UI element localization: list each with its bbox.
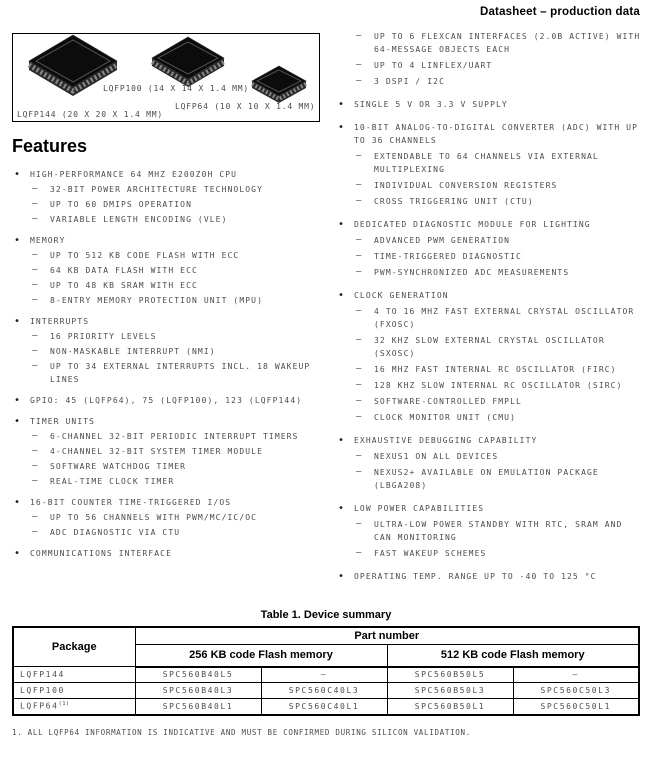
part-number-cell: SPC560C50L3	[513, 683, 639, 699]
dash-icon: –	[32, 346, 39, 356]
table-footnote	[12, 728, 640, 737]
dash-icon: –	[32, 184, 39, 194]
feature-item	[336, 121, 644, 147]
feature-item	[12, 460, 324, 473]
table-title: Table 1. Device summary	[260, 609, 392, 621]
bullet-icon: •	[338, 571, 346, 582]
bullet-icon: •	[14, 497, 22, 508]
feature-text: 6-CHANNEL 32-BIT PERIODIC INTERRUPT TIMERS	[50, 432, 299, 441]
package-label-lqfp144: LQFP144 (20 X 20 X 1.4 MM)	[17, 110, 164, 119]
feature-item	[336, 179, 644, 192]
feature-item	[12, 394, 324, 407]
part-number-cell: SPC560C50L1	[513, 699, 639, 715]
feature-item	[336, 434, 644, 447]
features-heading: Features	[12, 136, 88, 156]
feature-item	[12, 315, 324, 328]
dash-icon: –	[356, 267, 363, 277]
bullet-icon: •	[338, 290, 346, 301]
feature-text: CROSS TRIGGERING UNIT (CTU)	[374, 197, 534, 206]
feature-text: 4 TO 16 MHZ FAST EXTERNAL CRYSTAL OSCILLATOR (FXOSC)	[374, 307, 635, 329]
feature-item	[12, 345, 324, 358]
dash-icon: –	[356, 76, 363, 86]
feature-item	[12, 198, 324, 211]
package-label-lqfp100: LQFP100 (14 X 14 X 1.4 MM)	[103, 84, 250, 93]
feature-text: UP TO 34 EXTERNAL INTERRUPTS INCL. 18 WAKEUP LINES	[50, 362, 311, 384]
feature-item	[336, 363, 644, 376]
feature-item	[336, 150, 644, 176]
bullet-icon: •	[338, 99, 346, 110]
feature-item	[336, 30, 644, 56]
feature-text: 16 MHZ FAST INTERNAL RC OSCILLATOR (FIRC)	[374, 365, 617, 374]
feature-item	[336, 305, 644, 331]
feature-item	[336, 218, 644, 231]
feature-item	[336, 334, 644, 360]
dash-icon: –	[32, 295, 39, 305]
feature-text: 64 KB DATA FLASH WITH ECC	[50, 266, 198, 275]
dash-icon: –	[32, 461, 39, 471]
dash-icon: –	[356, 380, 363, 390]
dash-icon: –	[356, 396, 363, 406]
dash-icon: –	[32, 476, 39, 486]
part-number-cell: —	[261, 667, 387, 683]
table-header-row	[13, 627, 639, 645]
feature-text: ULTRA-LOW POWER STANDBY WITH RTC, SRAM AND CAN MONITORING	[374, 520, 623, 542]
feature-text: SINGLE 5 V OR 3.3 V SUPPLY	[354, 100, 508, 109]
part-number-cell: SPC560B50L3	[387, 683, 513, 699]
chip-packages-illustration	[13, 34, 317, 120]
dash-icon: –	[32, 331, 39, 341]
feature-item	[336, 98, 644, 111]
feature-text: 10-BIT ANALOG-TO-DIGITAL CONVERTER (ADC) WITH UP TO 36 CHANNELS	[354, 123, 638, 145]
feature-text: 4-CHANNEL 32-BIT SYSTEM TIMER MODULE	[50, 447, 263, 456]
feature-text: EXTENDABLE TO 64 CHANNELS VIA EXTERNAL MULTIPLEXING	[374, 152, 599, 174]
package-image-box	[12, 33, 320, 122]
package-cell: LQFP100	[13, 683, 135, 699]
col-header-256kb: 256 KB code Flash memory	[135, 645, 387, 667]
dash-icon: –	[32, 512, 39, 522]
features-column-right	[336, 30, 644, 583]
feature-item	[336, 450, 644, 463]
features-column-left	[12, 168, 324, 560]
feature-text: TIMER UNITS	[30, 417, 96, 426]
col-header-512kb: 512 KB code Flash memory	[387, 645, 639, 667]
feature-text: INTERRUPTS	[30, 317, 90, 326]
col-header-part-number: Part number	[135, 627, 639, 645]
feature-item	[12, 330, 324, 343]
feature-text: UP TO 6 FLEXCAN INTERFACES (2.0B ACTIVE) WITH 64-MESSAGE OBJECTS EACH	[374, 32, 641, 54]
feature-text: FAST WAKEUP SCHEMES	[374, 549, 487, 558]
feature-item	[12, 183, 324, 196]
dash-icon: –	[356, 180, 363, 190]
feature-item	[336, 289, 644, 302]
feature-text: LOW POWER CAPABILITIES	[354, 504, 485, 513]
feature-text: EXHAUSTIVE DEBUGGING CAPABILITY	[354, 436, 538, 445]
feature-item	[12, 496, 324, 509]
feature-item	[12, 415, 324, 428]
feature-text: 16 PRIORITY LEVELS	[50, 332, 157, 341]
dash-icon: –	[356, 60, 363, 70]
feature-item	[336, 411, 644, 424]
part-number-cell: SPC560B50L5	[387, 667, 513, 683]
feature-item	[336, 75, 644, 88]
feature-item	[336, 547, 644, 560]
dash-icon: –	[32, 214, 39, 224]
feature-text: UP TO 48 KB SRAM WITH ECC	[50, 281, 198, 290]
feature-item	[336, 466, 644, 492]
feature-text: CLOCK GENERATION	[354, 291, 449, 300]
feature-text: 32 KHZ SLOW EXTERNAL CRYSTAL OSCILLATOR (SXOSC)	[374, 336, 605, 358]
part-number-cell: SPC560B40L3	[135, 683, 261, 699]
feature-item	[12, 234, 324, 247]
bullet-icon: •	[338, 503, 346, 514]
chip-lqfp100-icon	[152, 37, 224, 87]
feature-text: ADC DIAGNOSTIC VIA CTU	[50, 528, 181, 537]
feature-text: NON-MASKABLE INTERRUPT (NMI)	[50, 347, 216, 356]
dash-icon: –	[356, 519, 363, 529]
feature-text: UP TO 60 DMIPS OPERATION	[50, 200, 192, 209]
bullet-icon: •	[14, 169, 22, 180]
dash-icon: –	[356, 235, 363, 245]
feature-text: ADVANCED PWM GENERATION	[374, 236, 511, 245]
feature-text: SOFTWARE-CONTROLLED FMPLL	[374, 397, 522, 406]
feature-item	[12, 213, 324, 226]
dash-icon: –	[32, 265, 39, 275]
bullet-icon: •	[14, 235, 22, 246]
feature-text: UP TO 512 KB CODE FLASH WITH ECC	[50, 251, 240, 260]
device-summary-table	[12, 626, 640, 716]
feature-item	[336, 195, 644, 208]
chip-lqfp64-icon	[252, 66, 306, 103]
dash-icon: –	[356, 335, 363, 345]
feature-text: NEXUS1 ON ALL DEVICES	[374, 452, 499, 461]
feature-item	[12, 526, 324, 539]
feature-item	[12, 430, 324, 443]
part-number-cell: —	[513, 667, 639, 683]
dash-icon: –	[356, 467, 363, 477]
part-number-cell: SPC560B40L5	[135, 667, 261, 683]
dash-icon: –	[356, 196, 363, 206]
bullet-icon: •	[14, 395, 22, 406]
doc-type-label: Datasheet – production data	[479, 6, 640, 18]
feature-text: UP TO 56 CHANNELS WITH PWM/MC/IC/OC	[50, 513, 258, 522]
table-row	[13, 699, 639, 715]
dash-icon: –	[356, 548, 363, 558]
bullet-icon: •	[14, 548, 22, 559]
feature-text: OPERATING TEMP. RANGE UP TO -40 TO 125 °C	[354, 572, 597, 581]
feature-item	[336, 502, 644, 515]
package-cell: LQFP64$^{(1)}$	[13, 699, 135, 715]
dash-icon: –	[32, 250, 39, 260]
feature-item	[336, 570, 644, 583]
dash-icon: –	[356, 451, 363, 461]
feature-item	[12, 249, 324, 262]
feature-text: VARIABLE LENGTH ENCODING (VLE)	[50, 215, 228, 224]
feature-text: 16-BIT COUNTER TIME-TRIGGERED I/OS	[30, 498, 232, 507]
bullet-icon: •	[338, 219, 346, 230]
feature-text: 3 DSPI / I2C	[374, 77, 445, 86]
feature-item	[12, 475, 324, 488]
feature-item	[12, 264, 324, 277]
feature-item	[336, 266, 644, 279]
feature-text: 128 KHZ SLOW INTERNAL RC OSCILLATOR (SIRC)	[374, 381, 623, 390]
bullet-icon: •	[338, 122, 346, 133]
feature-text: NEXUS2+ AVAILABLE ON EMULATION PACKAGE (LBGA208)	[374, 468, 599, 490]
dash-icon: –	[356, 412, 363, 422]
feature-text: MEMORY	[30, 236, 66, 245]
feature-text: HIGH-PERFORMANCE 64 MHZ E200Z0H CPU	[30, 170, 238, 179]
feature-text: INDIVIDUAL CONVERSION REGISTERS	[374, 181, 558, 190]
feature-text: REAL-TIME CLOCK TIMER	[50, 477, 175, 486]
feature-text: DEDICATED DIAGNOSTIC MODULE FOR LIGHTING	[354, 220, 591, 229]
feature-text: 32-BIT POWER ARCHITECTURE TECHNOLOGY	[50, 185, 263, 194]
dash-icon: –	[32, 431, 39, 441]
feature-item	[336, 395, 644, 408]
part-number-cell: SPC560B40L1	[135, 699, 261, 715]
feature-item	[12, 279, 324, 292]
feature-text: TIME-TRIGGERED DIAGNOSTIC	[374, 252, 522, 261]
bullet-icon: •	[338, 435, 346, 446]
part-number-cell: SPC560B50L1	[387, 699, 513, 715]
dash-icon: –	[32, 280, 39, 290]
dash-icon: –	[32, 199, 39, 209]
feature-text: GPIO: 45 (LQFP64), 75 (LQFP100), 123 (LQFP144)	[30, 396, 303, 405]
feature-item	[12, 445, 324, 458]
dash-icon: –	[356, 151, 363, 161]
feature-text: UP TO 4 LINFLEX/UART	[374, 61, 493, 70]
dash-icon: –	[356, 31, 363, 41]
part-number-cell: SPC560C40L3	[261, 683, 387, 699]
bullet-icon: •	[14, 416, 22, 427]
feature-item	[12, 168, 324, 181]
dash-icon: –	[356, 364, 363, 374]
feature-item	[12, 360, 324, 386]
feature-item	[12, 511, 324, 524]
feature-text: COMMUNICATIONS INTERFACE	[30, 549, 172, 558]
feature-text: 8-ENTRY MEMORY PROTECTION UNIT (MPU)	[50, 296, 263, 305]
feature-item	[336, 518, 644, 544]
package-label-lqfp64: LQFP64 (10 X 10 X 1.4 MM)	[175, 102, 316, 111]
bullet-icon: •	[14, 316, 22, 327]
feature-item	[336, 59, 644, 72]
feature-item	[336, 234, 644, 247]
dash-icon: –	[356, 251, 363, 261]
feature-item	[336, 250, 644, 263]
table-row	[13, 667, 639, 683]
feature-item	[336, 379, 644, 392]
col-header-package: Package	[13, 627, 135, 667]
footnote-text: 1. ALL LQFP64 INFORMATION IS INDICATIVE AND MUST BE CONFIRMED DURING SILICON VALIDATION.	[12, 728, 471, 737]
feature-text: SOFTWARE WATCHDOG TIMER	[50, 462, 187, 471]
feature-text: PWM-SYNCHRONIZED ADC MEASUREMENTS	[374, 268, 570, 277]
feature-item	[12, 294, 324, 307]
dash-icon: –	[32, 361, 39, 371]
dash-icon: –	[32, 527, 39, 537]
feature-text: CLOCK MONITOR UNIT (CMU)	[374, 413, 516, 422]
table-row	[13, 683, 639, 699]
feature-item	[12, 547, 324, 560]
package-cell: LQFP144	[13, 667, 135, 683]
part-number-cell: SPC560C40L1	[261, 699, 387, 715]
dash-icon: –	[356, 306, 363, 316]
dash-icon: –	[32, 446, 39, 456]
